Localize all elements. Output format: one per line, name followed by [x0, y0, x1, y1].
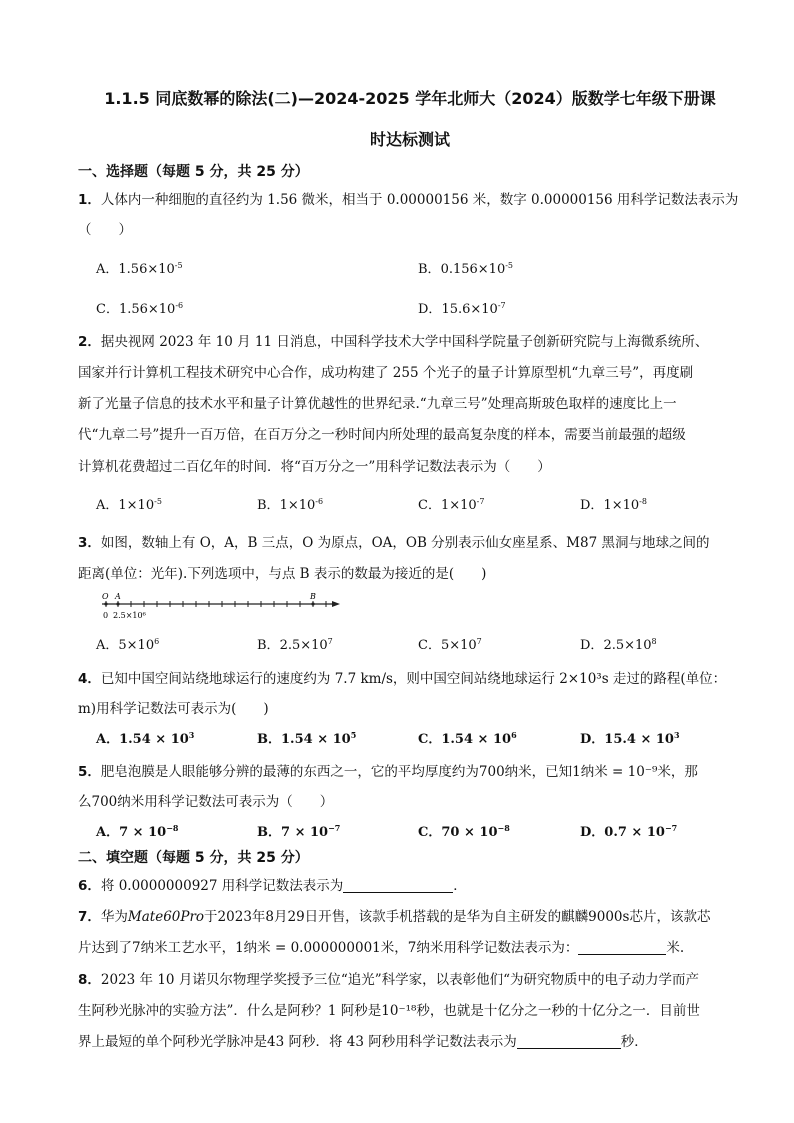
q1-option-a[interactable]: A．$1.56\times 10^{-5}$ — [96, 261, 183, 277]
page-title: 1.1.5 同底数幂的除法(二)—2024-2025 学年北师大（2024）版数学七年级下册课 — [104, 89, 716, 108]
number-line-arrow — [332, 601, 340, 607]
q4-option-c[interactable]: C．$1.54 \times 10^6$ — [418, 730, 517, 747]
question-4-line2: m)用科学记数法可表示为( ) — [78, 701, 269, 717]
label-a: A — [115, 592, 121, 601]
label-zero: 0 — [103, 611, 109, 620]
q1-option-b[interactable]: B．$0.156\times 10^{-5}$ — [418, 261, 514, 277]
q3-option-c[interactable]: C．$5\times 10^7$ — [418, 637, 482, 653]
q3-option-a[interactable]: A．$5\times 10^6$ — [96, 637, 160, 653]
page-title-cont: 时达标测试 — [369, 130, 450, 149]
q3-option-d[interactable]: D．$2.5\times 10^8$ — [580, 637, 657, 653]
q7-answer-blank[interactable] — [578, 940, 666, 955]
question-8-line1: 8．2023 年 10 月诺贝尔物理学奖授予三位“追光”科学家，以表彰他们“为研究物质中的电子动力学而产 — [78, 972, 700, 988]
question-3-line1: 3．如图，数轴上有 O，A，B 三点，O 为原点，OA，OB 分别表示仙女座星系、M87 黑洞与地球之间的 — [78, 535, 710, 551]
question-6: 6．将 0.0000000927 用科学记数法表示为 ． — [78, 878, 467, 894]
question-7-line2: 片达到了7纳米工艺水平，1纳米 = 0.000000001米，7纳米用科学记数法表示为： 米. — [78, 940, 685, 956]
section-heading-fill: 二、填空题（每题 5 分，共 25 分） — [78, 850, 309, 866]
point-a — [116, 602, 119, 605]
number-line-figure — [100, 591, 350, 625]
q2-option-d[interactable]: D．$1\times 10^{-8}$ — [580, 497, 647, 513]
question-2-line3: 新了光量子信息的技术水平和量子计算优越性的世界纪录.“九章三号”处理高斯玻色取样的速度比上一 — [78, 396, 677, 412]
section-heading-choice: 一、选择题（每题 5 分，共 25 分） — [78, 164, 309, 180]
q4-option-b[interactable]: B．$1.54 \times 10^5$ — [257, 730, 357, 747]
q2-option-c[interactable]: C．$1\times 10^{-7}$ — [418, 497, 485, 513]
q2-option-b[interactable]: B．$1\times 10^{-6}$ — [257, 497, 324, 513]
question-4-line1: 4．已知中国空间站绕地球运行的速度约为 7.7 km/s，则中国空间站绕地球运行 2×10³s 走过的路程(单位： — [78, 671, 727, 687]
q8-answer-blank[interactable] — [517, 1034, 621, 1049]
q2-option-a[interactable]: A．$1\times 10^{-5}$ — [96, 497, 162, 513]
q5-option-a[interactable]: A．$7 \times 10^{-8}$ — [96, 823, 179, 840]
label-a-value: 2.5×10⁶ — [113, 611, 146, 620]
question-2-line2: 国家并行计算机工程技术研究中心合作，成功构建了 255 个光子的量子计算原型机“九章三号”，再度刷 — [78, 365, 694, 381]
q4-option-a[interactable]: A．$1.54 \times 10^3$ — [96, 730, 195, 747]
question-2-line5: 计算机花费超过二百亿年的时间．将“百万分之一”用科学记数法表示为（ ） — [78, 459, 551, 475]
question-8-line2: 生阿秒光脉冲的实验方法”．什么是阿秒？1 阿秒是10⁻¹⁸秒，也就是十亿分之一秒的十亿分之一．目前世 — [78, 1003, 700, 1019]
q1-option-d[interactable]: D．$15.6\times 10^{-7}$ — [418, 301, 506, 317]
q4-option-d[interactable]: D．$15.4 \times 10^3$ — [580, 730, 680, 747]
q1-option-c[interactable]: C．$1.56\times 10^{-6}$ — [96, 301, 184, 317]
q5-option-c[interactable]: C．$70 \times 10^{-8}$ — [418, 823, 510, 840]
question-2-line1: 2．据央视网 2023 年 10 月 11 日消息，中国科学技术大学中国科学院量子创新研究院与上海微系统所、 — [78, 334, 709, 350]
label-b: B — [310, 592, 316, 601]
point-b — [311, 602, 314, 605]
q6-answer-blank[interactable] — [343, 878, 453, 893]
question-1-line1: 1．人体内一种细胞的直径约为 1.56 微米，相当于 0.00000156 米，数字 0.00000156 用科学记数法表示为 — [78, 192, 739, 208]
question-1-line2: （ ） — [78, 222, 132, 238]
q5-option-b[interactable]: B．$7 \times 10^{-7}$ — [257, 823, 341, 840]
q5-option-d[interactable]: D．$0.7 \times 10^{-7}$ — [580, 823, 678, 840]
question-8-line3: 界上最短的单个阿秒光学脉冲是43 阿秒．将 43 阿秒用科学记数法表示为 秒． — [78, 1034, 648, 1050]
q3-option-b[interactable]: B．$2.5\times 10^7$ — [257, 637, 333, 653]
question-3-line2: 距离(单位：光年).下列选项中，与点 B 表示的数最为接近的是( ) — [78, 566, 487, 582]
question-5-line1: 5．肥皂泡膜是人眼能够分辨的最薄的东西之一，它的平均厚度约为700纳米，已知1纳米 = 10⁻⁹米，那 — [78, 764, 698, 780]
question-2-line4: 代“九章二号”提升一百万倍，在百万分之一秒时间内所处理的最高复杂度的样本，需要当前最强的超级 — [78, 427, 686, 443]
question-7-line1: 7．华为Mate60Pro于2023年8月29日开售，该款手机搭载的是华为自主研发的麒麟9000s芯片，该款芯 — [78, 909, 711, 925]
label-o: O — [102, 592, 109, 601]
question-5-line2: 么700纳米用科学记数法可表示为（ ） — [78, 794, 334, 810]
point-o — [104, 602, 107, 605]
